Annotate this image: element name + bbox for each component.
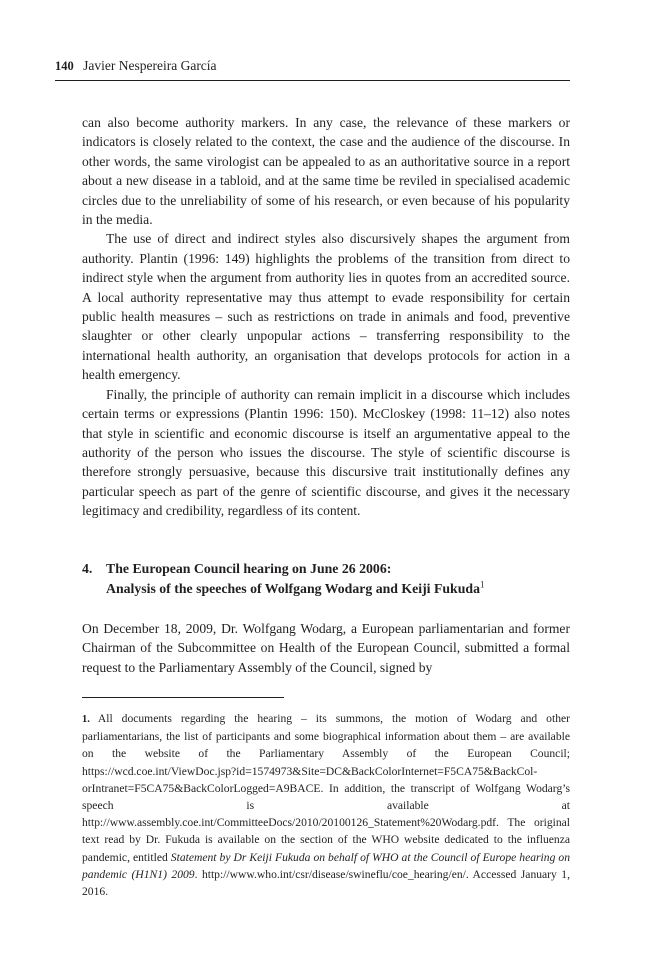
section-number: 4. [82, 561, 93, 576]
footnote-text-a: All documents regarding the hearing – its summons, the motion of Wodarg and other parliamentarians, the list of participants and some biographical information about them – are available on the website of the Parliamentary Assembly of the European Council; https://wcd.coe.int/ViewDoc.jsp?id=1574973&Site=DC&BackColorInternet=F5CA75&BackColorIntranet=F5CA75&BackColorLogged=A9BACE. In addition, the transcript of Wolfgang Wodarg’s speech is available at http://www.assembly.coe.int/CommitteeDocs/2010/20100126_Statement%20Wodarg.pdf. The original text read by Dr. Fukuda is available on the section of the WHO website dedicated to the influenza pandemic, entitled [82, 712, 570, 864]
paragraph-2: The use of direct and indirect styles also discursively shapes the argument from authority. Plantin (1996: 149) highlights the problems of the transition from direct to indirect style when the argument from authority lies in quotes from an accredited source. A local authority representative may thus attempt to evade responsibility for certain public health measures – such as restrictions on trade in animals and food, preventive slaughter or other clearly unpopular actions – transferring responsibility to the international health authority, an organisation that develops protocols for action in a health emergency. [82, 231, 570, 383]
section-title-line-1: The European Council hearing on June 26 2006: [106, 561, 392, 576]
footnote-italic-title: Statement by Dr Keiji Fukuda on behalf of WHO at the Council of Europe hearing on pandemic (H1N1) 2009 [82, 850, 570, 881]
footnote-number: 1. [82, 714, 90, 725]
running-head-author: Javier Nespereira García [83, 58, 217, 73]
footnote-text-b: . http://www.who.int/csr/disease/swineflu/coe_hearing/en/. Accessed January 1, 2016. [82, 867, 570, 899]
page-number: 140 [55, 59, 74, 73]
footnote-rule [82, 697, 284, 698]
header-rule [55, 80, 570, 81]
section-paragraph: On December 18, 2009, Dr. Wolfgang Wodarg, a European parliamentarian and former Chairman of the Subcommittee on Health of the European Council, submitted a formal request to the Parliamentary Assembly of the Council, signed by [82, 621, 570, 675]
paragraph-1: can also become authority markers. In any case, the relevance of these markers or indicators is closely related to the context, the case and the audience of the discourse. In other words, the same virologist can be appealed to as an authoritative source in a report about a new disease in a tabloid, and at the same time be reviled in specialised academic circles due to the unreliability of some of his research, or even because of his popularity in the media. [82, 115, 570, 228]
footnote [82, 710, 570, 900]
section-heading [82, 559, 570, 598]
body-text [82, 113, 570, 521]
paragraph-3: Finally, the principle of authority can remain implicit in a discourse which includes certain terms or expressions (Plantin 1996: 150). McCloskey (1998: 11–12) also notes that style in scientific and economic discourse is itself an argumentative appeal to the authority of the person who issues the discourse. The style of scientific discourse is therefore strongly persuasive, because this discursive trait institutionally defines any particular speech as part of the genre of scientific discourse, and gives it the necessary legitimacy and credibility, regardless of its content. [82, 386, 570, 519]
section-body [82, 619, 570, 677]
section-title-line-2: Analysis of the speeches of Wolfgang Wodarg and Keiji Fukuda [106, 580, 480, 596]
footnote-reference[interactable]: 1 [479, 578, 485, 589]
running-head [55, 57, 570, 75]
